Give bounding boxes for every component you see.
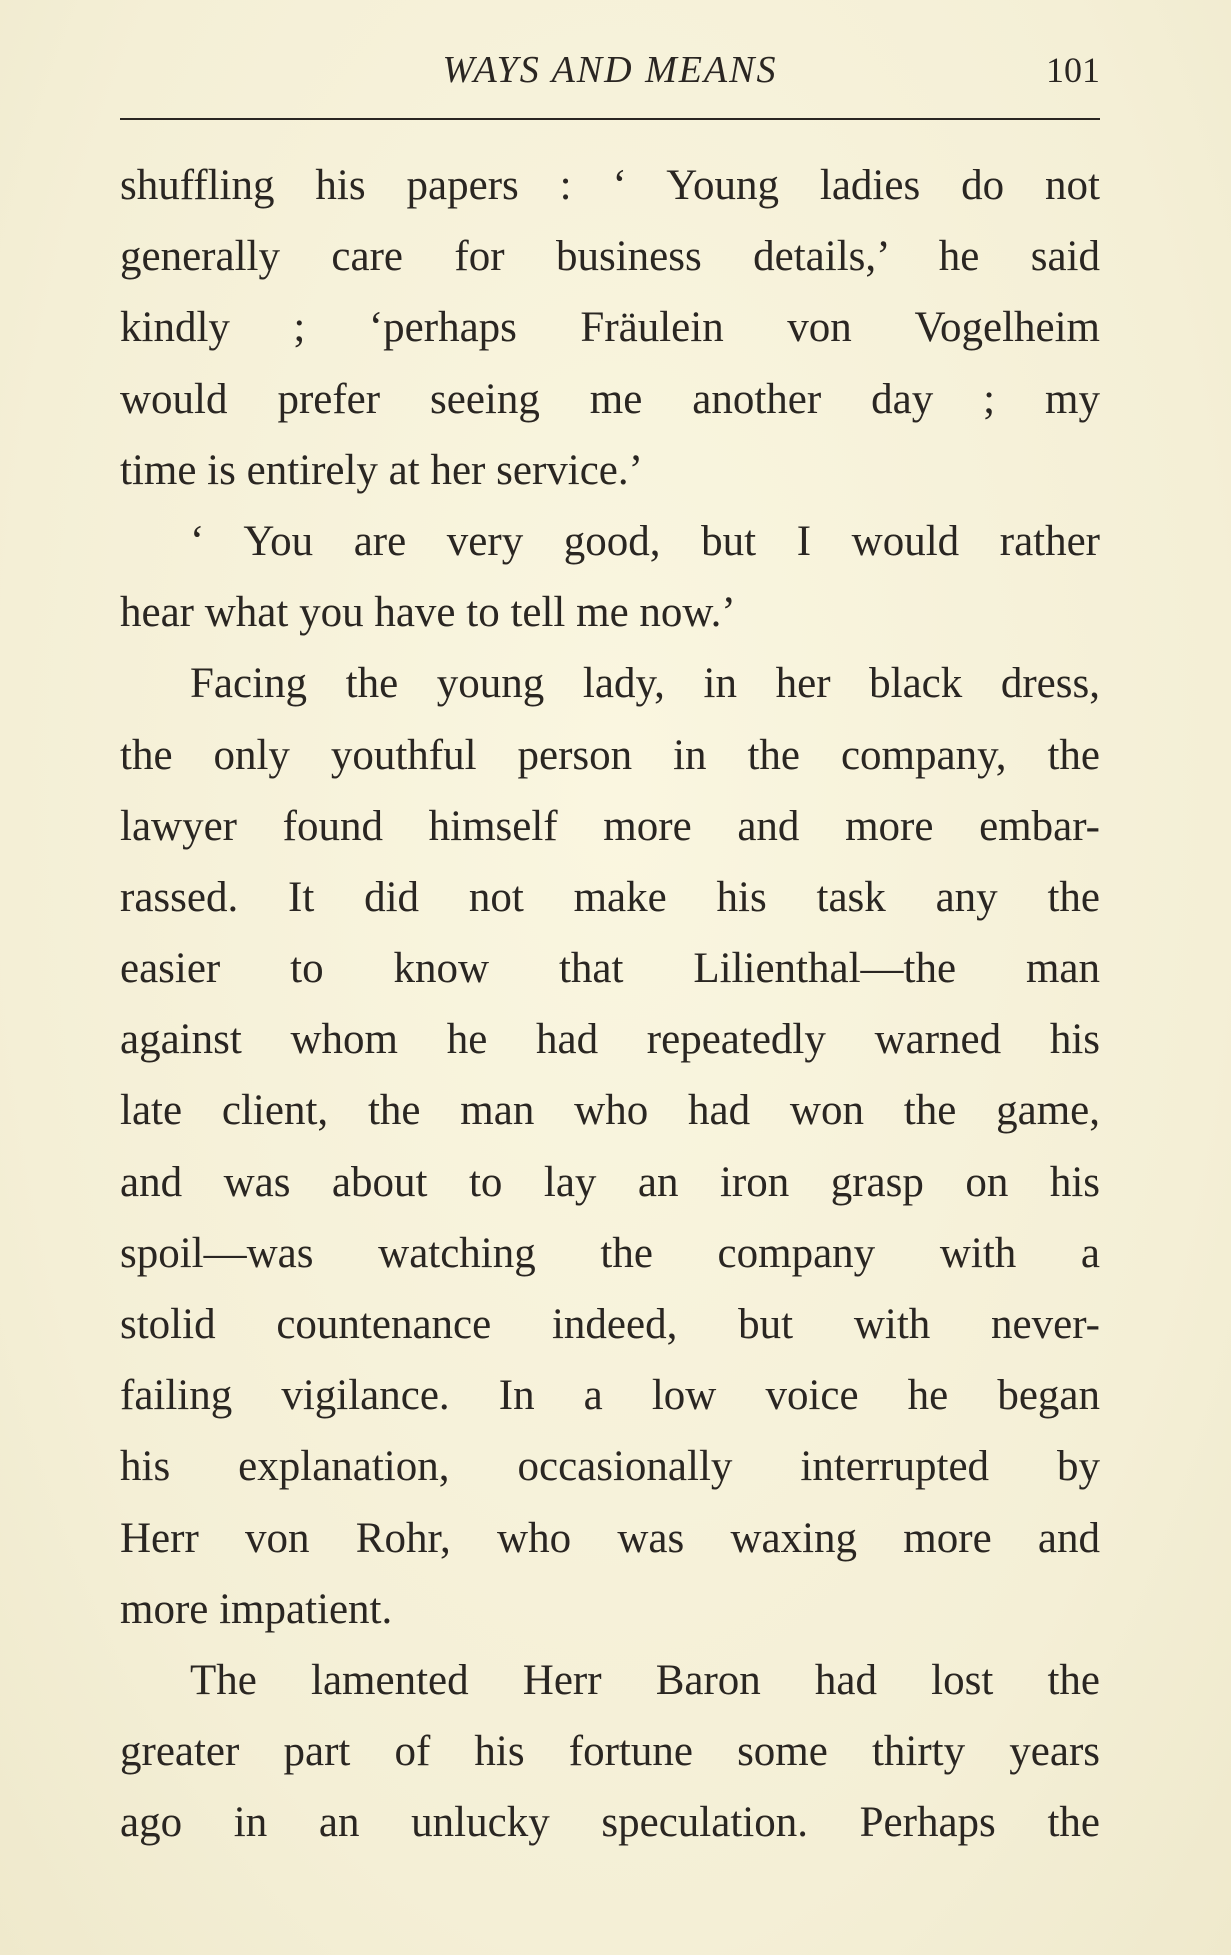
text-line: greater part of his fortune some thirty years: [120, 1728, 1100, 1776]
text-line: rassed. It did not make his task any the: [120, 873, 1100, 921]
text-line: lawyer found himself more and more embar-: [120, 802, 1100, 850]
text-line: against whom he had repeatedly warned his: [120, 1016, 1100, 1064]
text-line: easier to know that Lilienthal—the man: [120, 945, 1100, 993]
text-line: the only youthful person in the company, the: [120, 731, 1100, 779]
running-head: [120, 40, 1100, 100]
text-line: would prefer seeing me another day ; my: [120, 375, 1100, 423]
text-line: and was about to lay an iron grasp on his: [120, 1158, 1100, 1206]
text-line: time is entirely at her service.’: [120, 446, 643, 494]
text-line: kindly ; ‘perhaps Fräulein von Vogelheim: [120, 304, 1100, 352]
text-line: ‘ You are very good, but I would rather: [190, 517, 1100, 565]
text-line: Herr von Rohr, who was waxing more and: [120, 1514, 1100, 1562]
text-line: shuffling his papers : ‘ Young ladies do not: [120, 162, 1100, 209]
text-line: late client, the man who had won the game,: [120, 1087, 1100, 1135]
page-number: 101: [1046, 50, 1100, 90]
header-rule: [120, 118, 1100, 120]
body-text: [120, 150, 1100, 1859]
text-line: stolid countenance indeed, but with never-: [120, 1301, 1100, 1348]
text-line: ago in an unlucky speculation. Perhaps the: [120, 1799, 1100, 1847]
text-line: his explanation, occasionally interrupted by: [120, 1443, 1100, 1491]
text-line: spoil—was watching the company with a: [120, 1229, 1100, 1277]
text-line: more impatient.: [120, 1585, 393, 1633]
text-line: hear what you have to tell me now.’: [120, 589, 736, 637]
running-title: WAYS AND MEANS: [442, 49, 778, 91]
text-line: Facing the young lady, in her black dress,: [190, 660, 1100, 708]
text-line: failing vigilance. In a low voice he began: [120, 1372, 1100, 1420]
text-line: generally care for business details,’ he said: [120, 233, 1100, 281]
text-line: The lamented Herr Baron had lost the: [190, 1656, 1100, 1704]
